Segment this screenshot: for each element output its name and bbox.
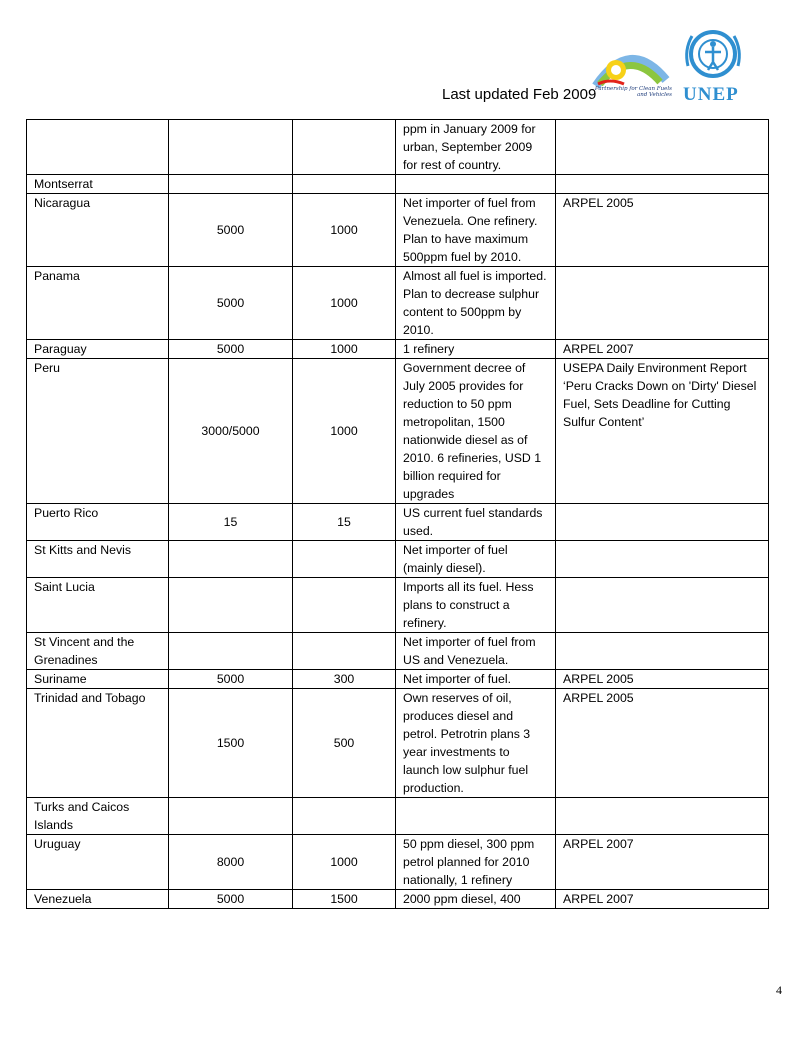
notes-cell: ppm in January 2009 for urban, September 2009 for rest of country. [396, 120, 556, 175]
country-cell: Suriname [27, 670, 169, 689]
table-row [27, 541, 769, 578]
table-body [27, 120, 769, 909]
table-row [27, 798, 769, 835]
source-cell: ARPEL 2005 [556, 689, 769, 798]
country-cell: Venezuela [27, 890, 169, 909]
diesel-sulphur-cell: 1500 [293, 890, 396, 909]
notes-cell: 1 refinery [396, 340, 556, 359]
source-cell: ARPEL 2007 [556, 890, 769, 909]
petrol-sulphur-cell: 1500 [169, 689, 293, 798]
petrol-sulphur-cell [169, 633, 293, 670]
source-cell: ARPEL 2007 [556, 340, 769, 359]
diesel-sulphur-cell [293, 175, 396, 194]
source-cell: ARPEL 2007 [556, 835, 769, 890]
notes-cell: Net importer of fuel (mainly diesel). [396, 541, 556, 578]
source-cell [556, 120, 769, 175]
country-cell: Puerto Rico [27, 504, 169, 541]
petrol-sulphur-cell [169, 541, 293, 578]
fuel-standards-table [26, 119, 769, 909]
diesel-sulphur-cell: 15 [293, 504, 396, 541]
country-cell: St Kitts and Nevis [27, 541, 169, 578]
country-cell: St Vincent and the Grenadines [27, 633, 169, 670]
table-row [27, 359, 769, 504]
country-cell: Trinidad and Tobago [27, 689, 169, 798]
petrol-sulphur-cell [169, 798, 293, 835]
unep-wordmark: UNEP [683, 84, 739, 105]
diesel-sulphur-cell: 300 [293, 670, 396, 689]
notes-cell: Imports all its fuel. Hess plans to construct a refinery. [396, 578, 556, 633]
country-cell: Peru [27, 359, 169, 504]
notes-cell: Net importer of fuel. [396, 670, 556, 689]
table-row [27, 578, 769, 633]
table-row [27, 835, 769, 890]
country-cell: Nicaragua [27, 194, 169, 267]
country-cell: Montserrat [27, 175, 169, 194]
source-cell: ARPEL 2005 [556, 194, 769, 267]
diesel-sulphur-cell [293, 541, 396, 578]
table-row [27, 890, 769, 909]
table-row [27, 689, 769, 798]
table-row [27, 120, 769, 175]
petrol-sulphur-cell [169, 175, 293, 194]
source-cell [556, 541, 769, 578]
diesel-sulphur-cell: 1000 [293, 267, 396, 340]
source-cell [556, 798, 769, 835]
petrol-sulphur-cell: 8000 [169, 835, 293, 890]
source-cell: ARPEL 2005 [556, 670, 769, 689]
notes-cell: 2000 ppm diesel, 400 [396, 890, 556, 909]
notes-cell: US current fuel standards used. [396, 504, 556, 541]
table-row [27, 194, 769, 267]
notes-cell: 50 ppm diesel, 300 ppm petrol planned for 2010 nationally, 1 refinery [396, 835, 556, 890]
notes-cell: Government decree of July 2005 provides for reduction to 50 ppm metropolitan, 1500 nationwide diesel as of 2010. 6 refineries, USD 1 billion required for upgrades [396, 359, 556, 504]
notes-cell: Almost all fuel is imported. Plan to decrease sulphur content to 500ppm by 2010. [396, 267, 556, 340]
petrol-sulphur-cell: 15 [169, 504, 293, 541]
petrol-sulphur-cell: 5000 [169, 890, 293, 909]
source-cell: USEPA Daily Environment Report ‘Peru Cracks Down on 'Dirty' Diesel Fuel, Sets Deadline for Cutting Sulfur Content’ [556, 359, 769, 504]
country-cell: Saint Lucia [27, 578, 169, 633]
petrol-sulphur-cell: 5000 [169, 194, 293, 267]
diesel-sulphur-cell: 1000 [293, 359, 396, 504]
petrol-sulphur-cell [169, 578, 293, 633]
notes-cell [396, 798, 556, 835]
notes-cell: Net importer of fuel from US and Venezuela. [396, 633, 556, 670]
table-row [27, 633, 769, 670]
source-cell [556, 504, 769, 541]
diesel-sulphur-cell: 1000 [293, 194, 396, 267]
table-row [27, 670, 769, 689]
diesel-sulphur-cell [293, 798, 396, 835]
diesel-sulphur-cell: 1000 [293, 835, 396, 890]
pcfv-caption: Partnership for Clean Fuels and Vehicles [594, 86, 672, 98]
diesel-sulphur-cell: 1000 [293, 340, 396, 359]
country-cell [27, 120, 169, 175]
country-cell: Paraguay [27, 340, 169, 359]
diesel-sulphur-cell [293, 633, 396, 670]
country-cell: Panama [27, 267, 169, 340]
petrol-sulphur-cell: 5000 [169, 670, 293, 689]
petrol-sulphur-cell: 3000/5000 [169, 359, 293, 504]
table-row [27, 504, 769, 541]
source-cell [556, 175, 769, 194]
petrol-sulphur-cell [169, 120, 293, 175]
country-cell: Turks and Caicos Islands [27, 798, 169, 835]
source-cell [556, 633, 769, 670]
source-cell [556, 578, 769, 633]
table-row [27, 340, 769, 359]
table-row [27, 267, 769, 340]
diesel-sulphur-cell [293, 578, 396, 633]
table-row [27, 175, 769, 194]
petrol-sulphur-cell: 5000 [169, 340, 293, 359]
page-number: 4 [776, 983, 782, 997]
notes-cell: Net importer of fuel from Venezuela. One refinery. Plan to have maximum 500ppm fuel by 2010. [396, 194, 556, 267]
last-updated-label: Last updated Feb 2009 [442, 86, 597, 103]
country-cell: Uruguay [27, 835, 169, 890]
notes-cell: Own reserves of oil, produces diesel and petrol. Petrotrin plans 3 year investments to launch low sulphur fuel production. [396, 689, 556, 798]
diesel-sulphur-cell [293, 120, 396, 175]
source-cell [556, 267, 769, 340]
notes-cell [396, 175, 556, 194]
petrol-sulphur-cell: 5000 [169, 267, 293, 340]
diesel-sulphur-cell: 500 [293, 689, 396, 798]
